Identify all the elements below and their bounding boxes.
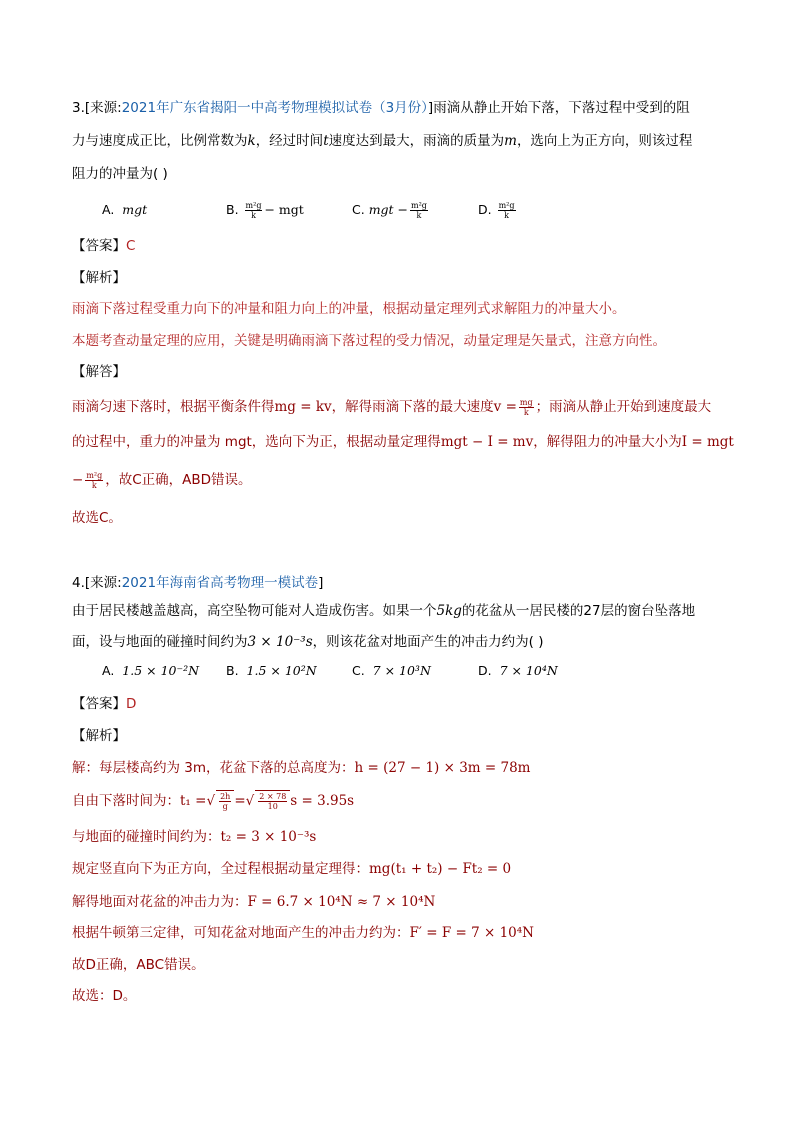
q4-solution-line3: 与地面的碰撞时间约为：t₂ = 3 × 10⁻³s	[72, 829, 317, 845]
q3-option-d: D. $\frac{\text{m²g}}{k}$	[478, 201, 515, 220]
q3-analysis-label: 【解析】	[72, 270, 126, 286]
q3-number: 3.	[72, 100, 85, 116]
q3-source-link[interactable]: 2021年广东省揭阳一中高考物理模拟试卷（3月份）	[121, 100, 428, 116]
q3-stem-line2: 力与速度成正比，比例常数为k，经过时间t速度达到最大，雨滴的质量为m，选向上为正方向，则该过程	[72, 133, 693, 149]
q4-analysis-label: 【解析】	[72, 728, 126, 744]
q4-stem-line2: 面，设与地面的碰撞时间约为3 × 10⁻³s，则该花盆对地面产生的冲击力约为( )	[72, 634, 544, 650]
q4-option-d: D. 7 × 10⁴N	[478, 663, 558, 678]
q3-solution-line3: − $\frac{\text{m²g}}{k}$ ，故C正确，ABD错误。	[72, 470, 252, 490]
q4-source-link[interactable]: 2021年海南省高考物理一模试卷	[121, 575, 319, 591]
q3-solution-label: 【解答】	[72, 364, 126, 380]
fraction: $\frac{2 \times 78}{10}$	[259, 791, 287, 811]
fraction: $\frac{2h}{g}$	[220, 791, 231, 811]
q3-solution-line4: 故选C。	[72, 510, 122, 526]
q3-option-a: A. mgt	[102, 202, 148, 217]
q4-option-c: C. 7 × 10³N	[352, 663, 431, 678]
fraction: $\frac{\text{m²g}}{k}$	[411, 201, 427, 220]
q4-answer: 【答案】D	[72, 696, 137, 712]
q3-option-c: C. mgt − $\frac{\text{m²g}}{k}$	[352, 201, 427, 220]
q3-solution-line2: 的过程中，重力的冲量为 mgt，选向下为正，根据动量定理得mgt − I = mv，解得阻力的冲量大小为I = mgt	[72, 434, 734, 450]
q3-answer: 【答案】C	[72, 238, 136, 254]
q4-solution-line6: 根据牛顿第三定律，可知花盆对地面产生的冲击力约为：F′ = F = 7 × 10⁴N	[72, 925, 534, 941]
fraction: $\frac{mg}{k}$	[519, 397, 533, 417]
fraction: $\frac{\text{m²g}}{k}$	[498, 201, 515, 220]
q3-analysis-line1: 雨滴下落过程受重力向下的冲量和阻力向上的冲量，根据动量定理列式求解阻力的冲量大小。	[72, 301, 626, 317]
q4-option-b: B. 1.5 × 10²N	[226, 663, 317, 678]
q3-analysis-line2: 本题考查动量定理的应用，关键是明确雨滴下落过程的受力情况，动量定理是矢量式，注意方向性。	[72, 333, 666, 349]
q4-solution-line7: 故D正确，ABC错误。	[72, 957, 205, 973]
q4-solution-line2: 自由下落时间为：t₁ =√ $\frac{2h}{g}$ =√ $\frac{2 \times 78}{10}$ s = 3.95s	[72, 791, 355, 811]
q3-stem-line1: 3.[来源:2021年广东省揭阳一中高考物理模拟试卷（3月份）]雨滴从静止开始下落，下落过程中受到的阻	[72, 100, 690, 116]
q4-solution-line5: 解得地面对花盆的冲击力为：F = 6.7 × 10⁴N ≈ 7 × 10⁴N	[72, 894, 436, 910]
q4-number: 4.	[72, 575, 85, 591]
q3-option-b: B. $\frac{\text{m²g}}{k}$ − mgt	[226, 201, 304, 220]
q3-stem-line3: 阻力的冲量为( )	[72, 166, 168, 182]
fraction: $\frac{\text{m²g}}{k}$	[86, 470, 103, 490]
q4-solution-line1: 解：每层楼高约为 3m，花盆下落的总高度为：h = (27 − 1) × 3m = 78m	[72, 760, 531, 776]
q4-solution-line4: 规定竖直向下为正方向，全过程根据动量定理得：mg(t₁ + t₂) − Ft₂ = 0	[72, 861, 512, 877]
fraction: $\frac{\text{m²g}}{k}$	[245, 201, 262, 220]
q4-solution-line8: 故选：D。	[72, 988, 137, 1004]
q4-option-a: A. 1.5 × 10⁻²N	[102, 663, 200, 678]
q4-header: 4.[来源:2021年海南省高考物理一模试卷]	[72, 575, 324, 591]
q3-solution-line1: 雨滴匀速下落时，根据平衡条件得mg = kv，解得雨滴下落的最大速度v = $\frac{mg}{k}$ ；雨滴从静止开始到速度最大	[72, 397, 712, 417]
q4-stem-line1: 由于居民楼越盖越高，高空坠物可能对人造成伤害。如果一个5kg的花盆从一居民楼的27层的窗台坠落地	[72, 603, 696, 619]
